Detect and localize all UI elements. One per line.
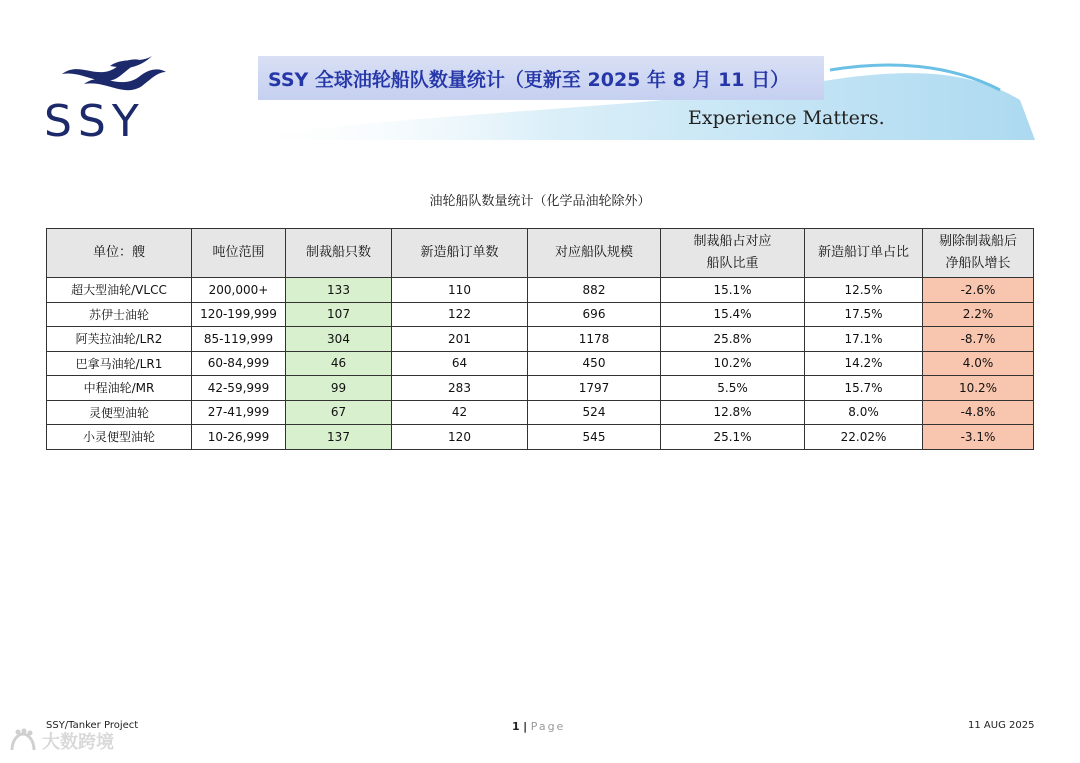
cell-orderbook-share: 15.7% [805,376,923,401]
table-row [47,376,1034,401]
cell-sanctioned-count: 107 [286,302,392,327]
cell-sanctioned-count: 99 [286,376,392,401]
page-word: Page [530,720,566,733]
cell-vessel-type: 巴拿马油轮/LR1 [47,351,192,376]
header-fleet-size: 对应船队规模 [528,229,661,278]
header-orderbook-share: 新造船订单占比 [805,229,923,278]
report-title-banner [258,56,824,100]
cell-sanctioned-count: 137 [286,425,392,450]
cell-sanctioned-count: 133 [286,278,392,303]
cell-net-growth: 2.2% [923,302,1034,327]
cell-net-growth: -8.7% [923,327,1034,352]
cell-sanctioned-count: 304 [286,327,392,352]
cell-newbuild-orders: 42 [392,400,528,425]
header-sanctioned-share: 制裁船占对应 船队比重 [661,229,805,278]
cell-sanctioned-share: 25.8% [661,327,805,352]
cell-tonnage-range: 10-26,999 [192,425,286,450]
header-unit: 单位：艘 [47,229,192,278]
cell-fleet-size: 882 [528,278,661,303]
table-row [47,351,1034,376]
cell-newbuild-orders: 110 [392,278,528,303]
cell-sanctioned-share: 15.1% [661,278,805,303]
cell-sanctioned-share: 10.2% [661,351,805,376]
cell-fleet-size: 1178 [528,327,661,352]
cell-tonnage-range: 42-59,999 [192,376,286,401]
cell-orderbook-share: 8.0% [805,400,923,425]
cell-fleet-size: 450 [528,351,661,376]
watermark-text: 大数跨境 [42,732,114,753]
logo-text: SSY [44,96,145,147]
cell-vessel-type: 阿芙拉油轮/LR2 [47,327,192,352]
cell-vessel-type: 灵便型油轮 [47,400,192,425]
cell-net-growth: -2.6% [923,278,1034,303]
cell-sanctioned-count: 46 [286,351,392,376]
table-row [47,327,1034,352]
cell-vessel-type: 苏伊士油轮 [47,302,192,327]
tanker-fleet-table [46,228,1034,450]
cell-net-growth: -3.1% [923,425,1034,450]
table-row [47,278,1034,303]
watermark [8,728,114,754]
cell-vessel-type: 超大型油轮/VLCC [47,278,192,303]
page-number: 1 [512,720,520,733]
cell-net-growth: -4.8% [923,400,1034,425]
cat-paw-icon [8,728,38,754]
cell-net-growth: 4.0% [923,351,1034,376]
cell-tonnage-range: 85-119,999 [192,327,286,352]
page-separator: | [523,720,528,733]
cell-vessel-type: 中程油轮/MR [47,376,192,401]
footer-date: 11 AUG 2025 [968,720,1035,731]
cell-sanctioned-count: 67 [286,400,392,425]
cell-net-growth: 10.2% [923,376,1034,401]
cell-orderbook-share: 12.5% [805,278,923,303]
cell-tonnage-range: 120-199,999 [192,302,286,327]
ssy-logo [40,52,200,147]
cell-fleet-size: 1797 [528,376,661,401]
wave-logo-icon [40,52,200,97]
header-newbuild-orders: 新造船订单数 [392,229,528,278]
cell-vessel-type: 小灵便型油轮 [47,425,192,450]
cell-newbuild-orders: 283 [392,376,528,401]
header-tonnage-range: 吨位范围 [192,229,286,278]
cell-orderbook-share: 17.5% [805,302,923,327]
cell-orderbook-share: 22.02% [805,425,923,450]
tagline: Experience Matters. [688,107,885,129]
header-net-growth: 剔除制裁船后 净船队增长 [923,229,1034,278]
cell-newbuild-orders: 122 [392,302,528,327]
cell-newbuild-orders: 120 [392,425,528,450]
cell-fleet-size: 524 [528,400,661,425]
cell-sanctioned-share: 15.4% [661,302,805,327]
table-header-row [47,229,1034,278]
cell-orderbook-share: 14.2% [805,351,923,376]
table-row [47,302,1034,327]
cell-sanctioned-share: 25.1% [661,425,805,450]
cell-fleet-size: 696 [528,302,661,327]
cell-fleet-size: 545 [528,425,661,450]
footer-page-indicator [512,720,565,733]
cell-newbuild-orders: 201 [392,327,528,352]
table-caption: 油轮船队数量统计（化学品油轮除外） [429,194,651,209]
cell-sanctioned-share: 12.8% [661,400,805,425]
report-title: SSY 全球油轮船队数量统计（更新至 2025 年 8 月 11 日） [268,68,790,91]
footer-project-label: SSY/Tanker Project [46,720,139,731]
table-row [47,400,1034,425]
cell-orderbook-share: 17.1% [805,327,923,352]
cell-tonnage-range: 200,000+ [192,278,286,303]
cell-sanctioned-share: 5.5% [661,376,805,401]
cell-newbuild-orders: 64 [392,351,528,376]
cell-tonnage-range: 60-84,999 [192,351,286,376]
table-row [47,425,1034,450]
cell-tonnage-range: 27-41,999 [192,400,286,425]
header-sanctioned-count: 制裁船只数 [286,229,392,278]
